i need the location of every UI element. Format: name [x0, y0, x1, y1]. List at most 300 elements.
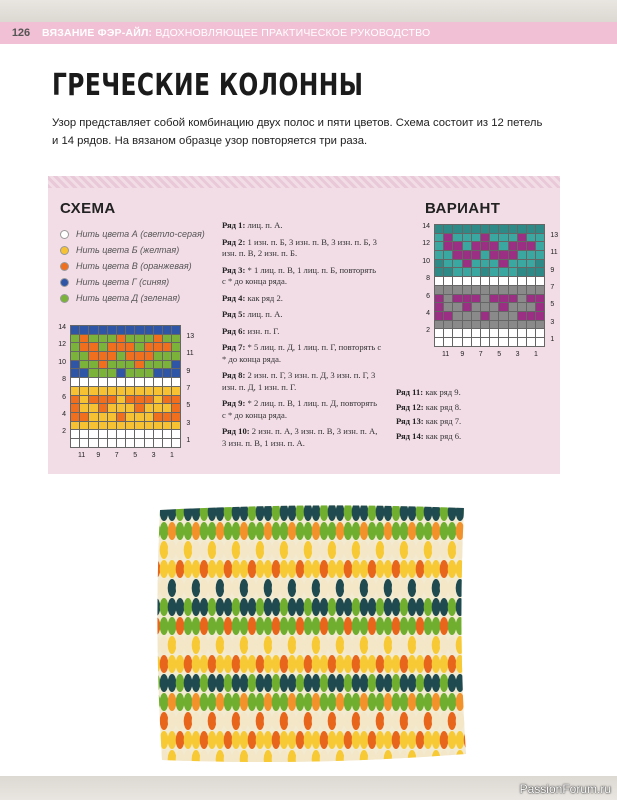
stitch	[320, 712, 329, 730]
stitch	[288, 674, 297, 692]
chart-cell	[481, 312, 489, 320]
row-instruction: Ряд 9: * 2 лиц. п. В, 1 лиц. п. Д, повторять с * до конца ряда.	[222, 398, 377, 420]
stitch	[368, 750, 377, 768]
stitch	[272, 541, 281, 559]
stitch	[400, 598, 409, 616]
chart-cell	[527, 321, 535, 329]
stitch	[400, 674, 409, 692]
chart-cell	[89, 352, 97, 360]
chart-cell	[463, 260, 471, 268]
stitch	[312, 598, 321, 616]
chart-cell	[453, 303, 461, 311]
chart-cell	[490, 242, 498, 250]
stitch	[432, 712, 441, 730]
stitch	[208, 598, 217, 616]
stitch	[304, 579, 313, 597]
legend-label: Нить цвета Г (синяя)	[76, 277, 170, 287]
stitch	[192, 579, 201, 597]
chart-cell	[444, 295, 452, 303]
chart-cell	[472, 251, 480, 259]
chart-cell	[472, 242, 480, 250]
chart-cell	[463, 295, 471, 303]
stitch	[336, 693, 345, 711]
stitch	[216, 655, 225, 673]
stitch	[432, 617, 441, 635]
scheme-title: СХЕМА	[60, 200, 116, 217]
chart-cell	[80, 361, 88, 369]
column-number: 9	[460, 350, 465, 358]
stitch	[344, 579, 353, 597]
chart-cell	[499, 338, 507, 346]
page-number: 126	[11, 27, 31, 39]
stitch	[328, 731, 337, 749]
chart-cell	[117, 326, 125, 334]
stitch	[360, 560, 369, 578]
chart-cell	[435, 329, 443, 337]
stitch	[256, 636, 265, 654]
stitch	[288, 560, 297, 578]
stitch	[416, 541, 425, 559]
stitch	[216, 693, 225, 711]
chart-cell	[509, 286, 517, 294]
stitch	[344, 750, 353, 768]
chart-cell	[71, 396, 79, 404]
chart-cell	[518, 338, 526, 346]
stitch	[192, 560, 201, 578]
chart-cell	[108, 439, 116, 447]
stitch	[368, 731, 377, 749]
stitch	[240, 560, 249, 578]
row-instruction: Ряд 14: как ряд 6.	[396, 430, 462, 441]
chart-cell	[453, 286, 461, 294]
stitch	[336, 655, 345, 673]
row-number-right: 7	[186, 384, 191, 392]
stitch	[200, 731, 209, 749]
chart-cell	[536, 234, 544, 242]
chart-cell	[135, 361, 143, 369]
chart-cell	[453, 338, 461, 346]
chart-cell	[518, 312, 526, 320]
chart-cell	[472, 312, 480, 320]
chart-cell	[499, 321, 507, 329]
stitch	[440, 655, 449, 673]
row-number-right: 11	[550, 249, 558, 257]
stitch	[312, 579, 321, 597]
chart-cell	[536, 277, 544, 285]
stitch	[312, 655, 321, 673]
chart-cell	[490, 260, 498, 268]
stitch	[192, 636, 201, 654]
stitch	[344, 636, 353, 654]
stitch	[320, 655, 329, 673]
chart-cell	[527, 295, 535, 303]
stitch	[184, 674, 193, 692]
stitch	[448, 731, 457, 749]
stitch	[400, 560, 409, 578]
chart-cell	[154, 361, 162, 369]
stitch	[328, 522, 337, 540]
stitch	[464, 712, 470, 730]
stitch	[360, 712, 369, 730]
chart-cell	[481, 321, 489, 329]
chart-cell	[527, 312, 535, 320]
stitch	[208, 541, 217, 559]
chart-cell	[463, 329, 471, 337]
stitch	[384, 636, 393, 654]
stitch	[368, 617, 377, 635]
column-number: 5	[133, 451, 138, 459]
stitch	[360, 617, 369, 635]
stitch	[384, 598, 393, 616]
legend-label: Нить цвета А (светло-серая)	[76, 229, 205, 239]
stitch	[352, 560, 361, 578]
stitch	[288, 598, 297, 616]
chart-cell	[154, 326, 162, 334]
chart-grid	[70, 325, 181, 448]
stitch	[328, 579, 337, 597]
chart-cell	[518, 251, 526, 259]
stitch	[216, 541, 225, 559]
stitch	[392, 636, 401, 654]
stitch	[200, 522, 209, 540]
stitch	[392, 522, 401, 540]
stitch	[280, 636, 289, 654]
chart-cell	[71, 430, 79, 438]
chart-cell	[135, 335, 143, 343]
chart-cell	[435, 295, 443, 303]
stitch	[160, 598, 169, 616]
chart-cell	[145, 430, 153, 438]
stitch	[192, 674, 201, 692]
chart-cell	[163, 439, 171, 447]
stitch	[432, 541, 441, 559]
chart-cell	[135, 404, 143, 412]
chart-cell	[163, 369, 171, 377]
row-number-left: 2	[62, 428, 66, 436]
chart-cell	[108, 378, 116, 386]
stitch	[360, 636, 369, 654]
chart-cell	[172, 378, 180, 386]
chart-cell	[71, 326, 79, 334]
chart-cell	[135, 396, 143, 404]
stitch	[384, 655, 393, 673]
stitch	[224, 655, 233, 673]
stitch	[208, 674, 217, 692]
stitch	[160, 731, 169, 749]
stitch	[384, 731, 393, 749]
chart-cell	[518, 329, 526, 337]
stitch	[304, 541, 313, 559]
stitch	[456, 674, 465, 692]
stitch	[184, 731, 193, 749]
legend-item	[60, 242, 205, 258]
stitch	[384, 541, 393, 559]
chart-cell	[71, 413, 79, 421]
stitch	[352, 712, 361, 730]
chart-cell	[108, 361, 116, 369]
stitch	[440, 560, 449, 578]
chart-cell	[481, 329, 489, 337]
chart-cell	[518, 277, 526, 285]
stitch	[328, 598, 337, 616]
stitch	[264, 541, 273, 559]
chart-cell	[463, 338, 471, 346]
stitch	[200, 674, 209, 692]
column-number: 7	[114, 451, 119, 459]
chart-cell	[453, 234, 461, 242]
stitch	[336, 560, 345, 578]
chart-cell	[463, 251, 471, 259]
chart-cell	[117, 361, 125, 369]
row-instruction: Ряд 7: * 5 лиц. п. Д, 1 лиц. п. Г, повторять с * до конца ряда.	[222, 342, 382, 364]
chart-cell	[163, 422, 171, 430]
stitch	[416, 598, 425, 616]
stitch	[424, 655, 433, 673]
chart-cell	[444, 225, 452, 233]
stitch	[184, 541, 193, 559]
stitch	[336, 750, 345, 768]
stitch	[352, 693, 361, 711]
stitch	[296, 541, 305, 559]
stitch	[384, 522, 393, 540]
stitch	[360, 579, 369, 597]
stitch	[280, 522, 289, 540]
stitch	[416, 674, 425, 692]
stitch	[248, 579, 257, 597]
chart-cell	[117, 439, 125, 447]
chart-cell	[126, 335, 134, 343]
stitch	[248, 598, 257, 616]
stitch	[264, 579, 273, 597]
stitch	[288, 636, 297, 654]
chart-cell	[117, 378, 125, 386]
stitch	[176, 560, 185, 578]
stitch	[336, 579, 345, 597]
stitch	[264, 560, 273, 578]
chart-cell	[163, 361, 171, 369]
stitch	[272, 655, 281, 673]
stitch	[352, 579, 361, 597]
stitch	[320, 617, 329, 635]
chart-cell	[499, 312, 507, 320]
stitch	[256, 617, 265, 635]
stitch	[152, 712, 160, 730]
row-instruction: Ряд 5: лиц. п. А.	[222, 309, 283, 319]
chart-cell	[463, 312, 471, 320]
chart-cell	[71, 335, 79, 343]
chart-cell	[154, 404, 162, 412]
chart-cell	[444, 303, 452, 311]
stitch	[448, 674, 457, 692]
stitch	[184, 598, 193, 616]
stitch	[184, 522, 193, 540]
stitch	[240, 750, 249, 768]
chart-cell	[518, 268, 526, 276]
stitch	[384, 674, 393, 692]
stitch	[272, 560, 281, 578]
chart-cell	[435, 286, 443, 294]
stitch	[232, 731, 241, 749]
chart-cell	[99, 378, 107, 386]
chart-cell	[509, 303, 517, 311]
stitch	[336, 636, 345, 654]
stitch	[176, 731, 185, 749]
stitch	[232, 522, 241, 540]
stitch	[344, 674, 353, 692]
chart-cell	[145, 326, 153, 334]
stitch	[160, 655, 169, 673]
stitch	[208, 750, 217, 768]
stitch	[304, 750, 313, 768]
row-instruction: Ряд 8: 2 изн. п. Г, 3 изн. п. Д, 3 изн. п. Г, 3 изн. п. Д, 1 изн. п. Г.	[222, 370, 376, 392]
legend-item	[60, 290, 205, 306]
chart-cell	[490, 277, 498, 285]
stitch	[424, 636, 433, 654]
chart-cell	[80, 439, 88, 447]
chart-cell	[490, 251, 498, 259]
stitch	[168, 560, 177, 578]
stitch	[328, 750, 337, 768]
stitch	[456, 655, 465, 673]
chart-cell	[509, 277, 517, 285]
row-number-left: 12	[58, 341, 66, 349]
chart-cell	[108, 396, 116, 404]
chart-cell	[99, 335, 107, 343]
chart-cell	[80, 422, 88, 430]
chart-cell	[163, 335, 171, 343]
chart-cell	[117, 404, 125, 412]
stitch	[152, 636, 160, 654]
chart-cell	[518, 295, 526, 303]
stitch	[200, 541, 209, 559]
stitch	[464, 541, 470, 559]
chart-cell	[435, 260, 443, 268]
stitch	[352, 731, 361, 749]
stitch	[456, 636, 465, 654]
stitch	[416, 655, 425, 673]
stitch	[200, 617, 209, 635]
chart-cell	[453, 312, 461, 320]
stitch	[272, 693, 281, 711]
stitch	[232, 655, 241, 673]
stitch	[184, 579, 193, 597]
stitch	[280, 750, 289, 768]
chart-cell	[509, 260, 517, 268]
stitch	[152, 731, 160, 749]
stitch	[392, 617, 401, 635]
chart-cell	[527, 268, 535, 276]
stitch	[264, 750, 273, 768]
chart-cell	[536, 251, 544, 259]
chart-cell	[518, 286, 526, 294]
stitch	[192, 731, 201, 749]
chart-cell	[89, 422, 97, 430]
chart-cell	[108, 387, 116, 395]
stitch	[320, 522, 329, 540]
stitch	[448, 617, 457, 635]
chart-cell	[89, 404, 97, 412]
stitch	[448, 541, 457, 559]
row-instruction: Ряд 12: как ряд 8.	[396, 401, 462, 412]
stitch	[248, 541, 257, 559]
stitch	[168, 750, 177, 768]
stitch	[408, 579, 417, 597]
chart-cell	[89, 396, 97, 404]
chart-cell	[99, 404, 107, 412]
stitch	[424, 522, 433, 540]
page-title: ГРЕЧЕСКИЕ КОЛОННЫ	[52, 68, 364, 103]
stitch	[208, 579, 217, 597]
stitch	[336, 674, 345, 692]
chart-cell	[145, 378, 153, 386]
stitch	[152, 522, 160, 540]
stitch	[360, 522, 369, 540]
chart-cell	[472, 338, 480, 346]
chart-cell	[435, 225, 443, 233]
stitch	[368, 522, 377, 540]
stitch	[240, 693, 249, 711]
stitch	[440, 541, 449, 559]
stitch	[352, 617, 361, 635]
stitch	[160, 750, 169, 768]
chart-cell	[527, 234, 535, 242]
stitch	[464, 522, 470, 540]
stitch	[224, 579, 233, 597]
stitch	[304, 731, 313, 749]
stitch	[440, 731, 449, 749]
stitch	[336, 598, 345, 616]
column-number: 9	[96, 451, 101, 459]
chart-cell	[145, 396, 153, 404]
chart-cell	[89, 343, 97, 351]
chart-cell	[499, 277, 507, 285]
stitch	[440, 598, 449, 616]
stitch	[392, 693, 401, 711]
chart-cell	[145, 422, 153, 430]
stitch	[296, 731, 305, 749]
chart-cell	[154, 369, 162, 377]
column-number: 7	[478, 350, 483, 358]
chart-cell	[527, 277, 535, 285]
chart-cell	[453, 277, 461, 285]
stitch	[408, 636, 417, 654]
stitch	[160, 541, 169, 559]
stitch	[392, 655, 401, 673]
stitch	[264, 674, 273, 692]
stitch	[152, 504, 160, 521]
chart-cell	[527, 329, 535, 337]
chart-cell	[117, 396, 125, 404]
legend-item	[60, 258, 205, 274]
chart-cell	[126, 352, 134, 360]
stitch	[264, 617, 273, 635]
color-swatch-b	[60, 246, 69, 255]
stitch	[432, 560, 441, 578]
chart-cell	[536, 303, 544, 311]
chart-cell	[463, 277, 471, 285]
chart-cell	[499, 234, 507, 242]
stitch	[336, 617, 345, 635]
chart-cell	[536, 312, 544, 320]
chart-cell	[163, 396, 171, 404]
stitch	[336, 712, 345, 730]
stitch	[176, 522, 185, 540]
chart-cell	[145, 404, 153, 412]
stitch	[192, 655, 201, 673]
stitch	[368, 655, 377, 673]
stitch	[312, 750, 321, 768]
knitted-swatch-photo	[152, 504, 470, 770]
